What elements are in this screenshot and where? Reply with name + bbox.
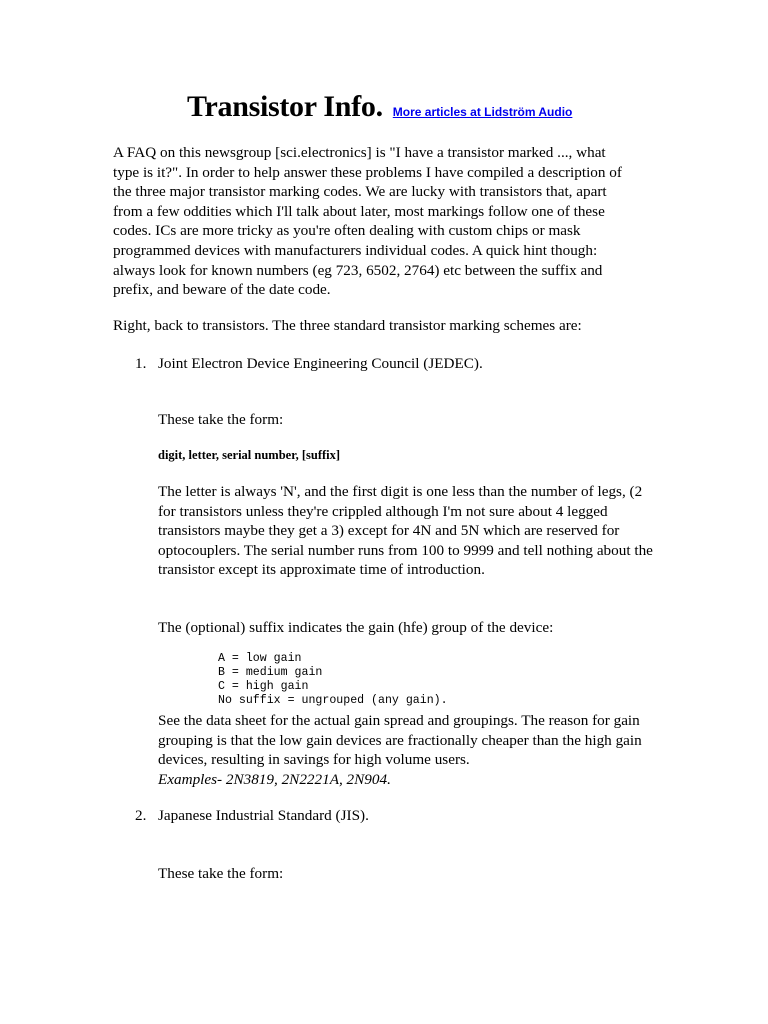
jis-heading: Japanese Industrial Standard (JIS). (158, 807, 369, 824)
form-intro-text: These take the form: (158, 411, 284, 428)
datasheet-text: See the data sheet for the actual gain spread and groupings. The reason for gain grouping is that the low gain devices are fractionally cheaper than the high gain devices, resulting in savings for high volume users. (158, 712, 642, 769)
gain-codes-block: A = low gain B = medium gain C = high gain No suffix = ungrouped (any gain). (218, 652, 448, 707)
jedec-heading: Joint Electron Device Engineering Council (JEDEC). (158, 355, 483, 372)
list-item-number: 2. (135, 807, 147, 824)
suffix-paragraph: The (optional) suffix indicates the gain (hfe) group of the device: (158, 619, 554, 636)
letter-paragraph: The letter is always 'N', and the first digit is one less than the number of legs, (2 for transistors unless they're crippled although I'm not sure about 4 legged transistors maybe they get a 3) except for 4N and 5N which are reserved for optocouplers. The serial number runs from 100 to 9999 and tell nothing about the transistor except its approximate time of introduction. (158, 483, 653, 579)
schemes-intro-paragraph: Right, back to transistors. The three standard transistor marking schemes are: (113, 317, 582, 334)
list-item-number: 1. (135, 355, 147, 372)
more-articles-link[interactable]: More articles at Lidström Audio (392, 105, 573, 119)
intro-paragraph: A FAQ on this newsgroup [sci.electronics] is "I have a transistor marked ..., what type is it?". In order to help answer these problems I have compiled a description of the three major transistor marking codes. We are lucky with transistors that, apart from a few oddities which I'll talk about later, most markings follow one of these codes. ICs are more tricky as you're often dealing with custom chips or mask programmed devices with manufacturers individual codes. A quick hint though: always look for known numbers (eg 723, 6502, 2764) etc between the suffix and prefix, and beware of the date code. (113, 144, 622, 299)
page-title: Transistor Info. (187, 90, 383, 123)
datasheet-paragraph (158, 711, 658, 789)
examples-text: Examples- 2N3819, 2N2221A, 2N904. (158, 770, 391, 788)
form-intro-text: These take the form: (158, 865, 284, 882)
title-row (187, 90, 572, 124)
jedec-form-format: digit, letter, serial number, [suffix] (158, 448, 341, 462)
